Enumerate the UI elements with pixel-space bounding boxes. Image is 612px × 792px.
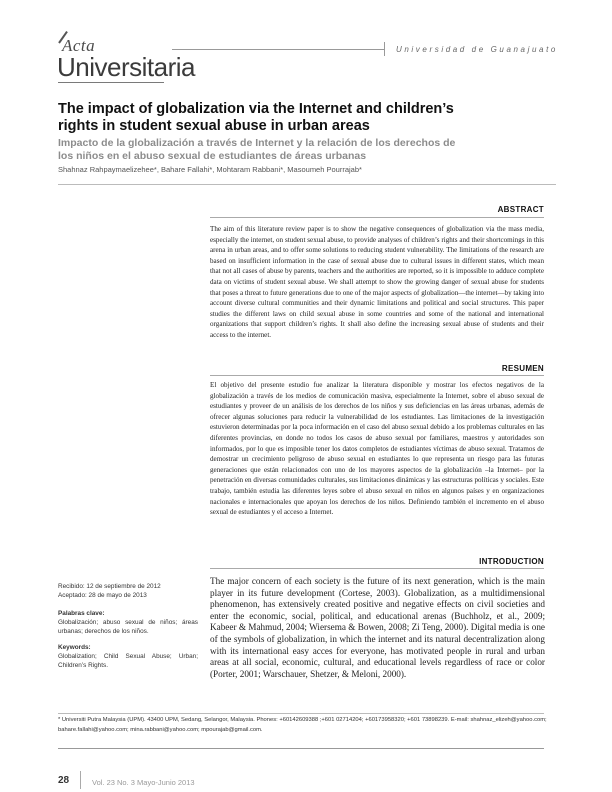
keywords-en-label: Keywords: xyxy=(58,644,91,651)
keywords-es-label: Palabras clave: xyxy=(58,610,105,617)
abstract-rule xyxy=(210,217,544,218)
article-title: The impact of globalization via the Internet and children’s rights in student sexual abuse in urban areas xyxy=(58,101,454,134)
university-name: Universidad de Guanajuato xyxy=(396,45,558,54)
resumen-rule xyxy=(210,375,544,376)
keywords-es: Globalización; abuso sexual de niños; áreas urbanas; derechos de los niños. xyxy=(58,619,198,635)
abstract-heading: ABSTRACT xyxy=(497,205,544,214)
keywords-en: Globalization; Child Sexual Abuse; Urban; Children’s Rights. xyxy=(58,653,198,669)
footer-rule xyxy=(58,748,544,749)
introduction-body: The major concern of each society is the future of its next generation, which is the main player in its future development (Cortese, 2003). Globalization, as a multidimensional phenomenon, has extensively created positive and negative effects on civil societies and enter the economic, social, political, and educational arenas (Buchholz, et al., 2009; Kabeer & Mahmud, 2004; Wiersema & Bowen, 2008; Zi Teng, 2000). Digital media is one of the symbols of globalization, in which the internet and its natural decentralization along with its international easy acces for everyone, has motivated people in rural and urban areas at all social, economic, cultural, and educational levels regardless of race or color (Porter, 2001; Warschauer, Shetzer, & Meloni, 2000). xyxy=(210,576,545,679)
abstract-body: The aim of this literature review paper is to show the negative consequences of globalization via the mass media, especially the internet, on student sexual abuse, to provide analyses of children’s rights and their shortcomings in this arena in urban areas, and to offer some solutions to reducing student vulnerability. The limitations of the research are based on insufficient information in the case of sexual abuse due to cultural issues in different states, which mean that not all cases of abuse by parents, teachers and the authorities are reported, so it is impossible to adduce complete data on victims of student sexual abuse. We shall attempt to show the growing danger of sexual abuse for students that poses a threat to future generations due to one of the major aspects of globalization—the internet—by taking into account diverse cultural communities and their dynamic limitations and political and social structures. This paper studies the different laws on child sexual abuse in some countries and some of the national and international organizations that support children’s rights. It shall also define the increasing sexual abuse of students and their access to the internet. xyxy=(210,225,544,339)
accepted-date: Aceptado: 28 de mayo de 2013 xyxy=(58,592,147,599)
introduction-rule xyxy=(210,568,544,569)
header-divider xyxy=(384,42,385,56)
author-list: Shahnaz Rahpaymaelizehee*, Bahare Fallahi*, Mohtaram Rabbani*, Masoumeh Pourrajab* xyxy=(58,165,362,174)
resumen-body: El objetivo del presente estudio fue analizar la literatura disponible y mostrar los efectos negativos de la globalización a través de los medios de comunicación masiva, especialmente la Internet, sobre el abuso sexual de estudiantes y proveer de un análisis de los derechos de los niños y sus deficiencias en las áreas urbanas, además de ofrecer algunas soluciones para reducir la vulnerabilidad de los estudiantes. Las limitaciones de la investigación estuvieron determinadas por la poca información en el caso del abuso sexual debido a los problemas culturales en las diferentes provincias, en donde no todos los casos de abuso sexual por familiares, maestros y autoridades son informados, por lo que es imposible tener los datos completos de estudiantes víctimas de abuso sexual. Tratamos de demostrar un crecimiento peligroso de abuso sexual en estudiantes lo que representa un riesgo para las futuras generaciones que están relacionados con uno de los mayores aspectos de la globalización –la Internet– por la penetración en diversas comunidades culturales, sus limitaciones dinámicas y las estructuras políticas y sociales. Este trabajo, también estudia las diferentes leyes sobre el abuso sexual en niños en algunos países y en organizaciones nacionales e internacionales que apoyan los derechos de los niños. Definiendo también el incremento en el abuso sexual de estudiantes y el acceso a Internet. xyxy=(210,381,544,517)
logo-underline xyxy=(58,82,164,83)
author-rule xyxy=(58,184,556,185)
header-rule xyxy=(172,49,384,50)
received-date: Recibido: 12 de septiembre de 2012 xyxy=(58,583,161,590)
logo-acta-text: Acta xyxy=(62,36,96,55)
affiliation-footnote: * Universiti Putra Malaysia (UPM). 43400 UPM, Sedang, Selangor, Malaysia. Phones: +60142609388 ;+601 02714204; +60173958320; +601 73898239. E-mail: shahnaz_elizeh@yahoo.com; bahare.fallahi@yahoo.com; mina.rabbani@yahoo.com; mpourajab@gmail.com. xyxy=(58,717,547,733)
introduction-heading: INTRODUCTION xyxy=(479,557,544,566)
logo-universitaria-text: Universitaria xyxy=(57,52,195,82)
volume-info: Vol. 23 No. 3 Mayo-Junio 2013 xyxy=(92,778,195,787)
footnote-rule xyxy=(58,713,544,714)
resumen-heading: RESUMEN xyxy=(501,364,544,373)
article-subtitle-spanish: Impacto de la globalización a través de Internet y la relación de los derechos de los niños en el abuso sexual de estudiantes de áreas urbanas xyxy=(58,137,456,162)
page-number: 28 xyxy=(58,775,70,786)
footer-divider xyxy=(80,771,81,789)
